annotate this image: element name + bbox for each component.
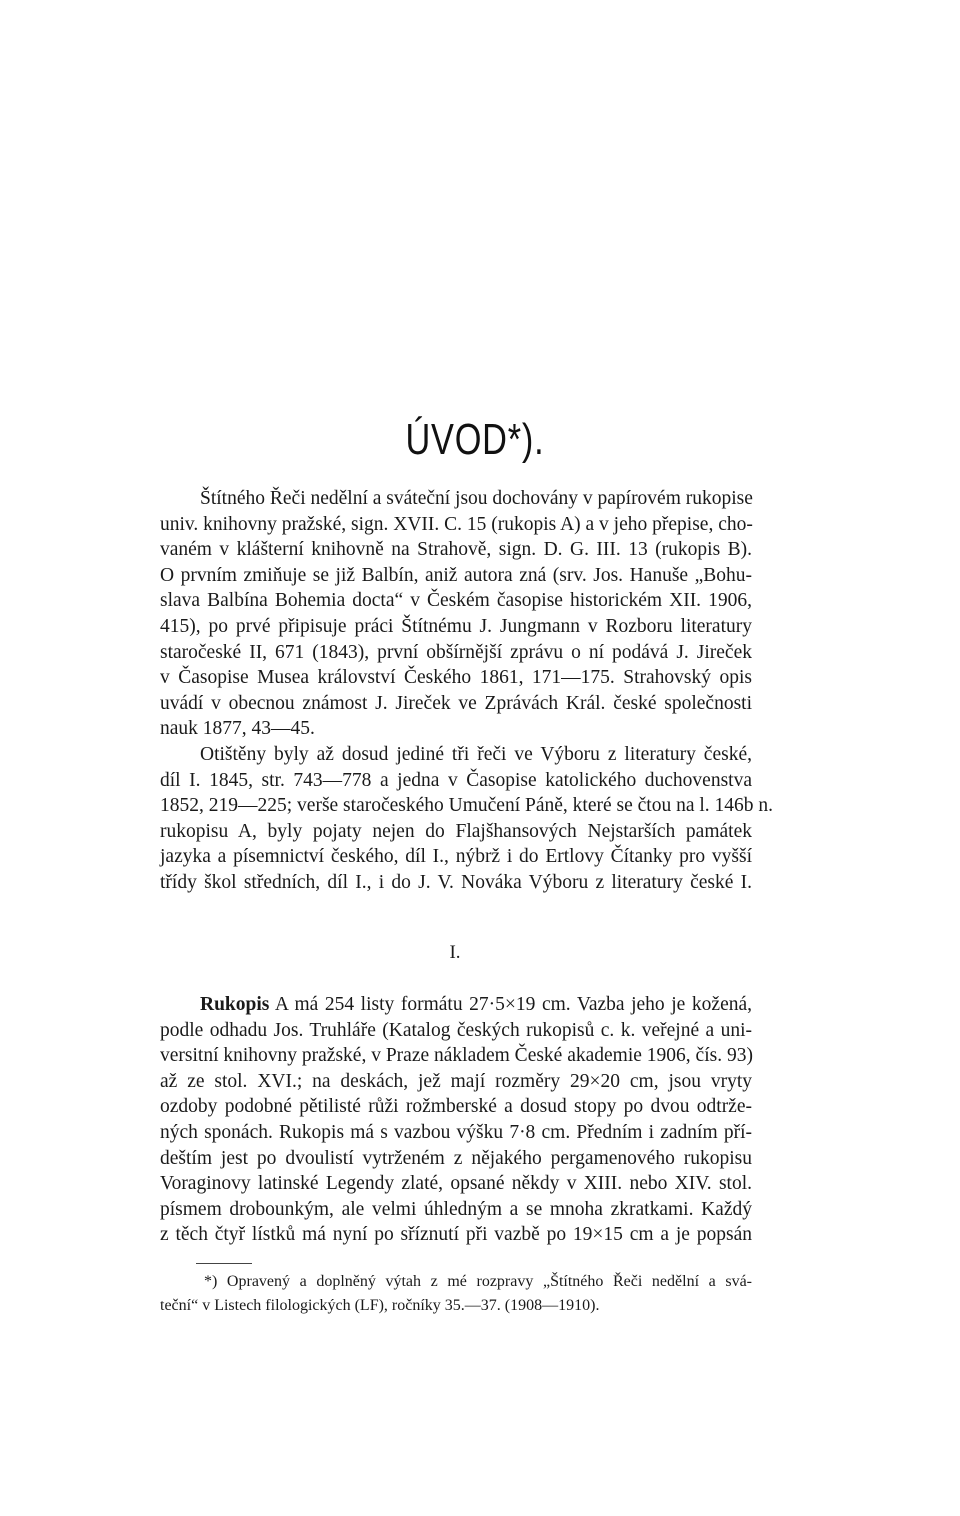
text-line: 1852, 219—225; verše staročeského Umučení Páně, které se čtou na l. 146b n. bbox=[160, 795, 774, 817]
text-line: deštím jest po dvoulistí vytrženém z nějakého pergamenového rukopisu bbox=[160, 1147, 752, 1169]
text-line: třídy škol středních, díl I., i do J. V. Nováka Výboru z literatury české I. bbox=[160, 871, 752, 893]
text-line: písmem drobounkým, ale velmi úhledným a se mnoha zkratkami. Každý bbox=[160, 1198, 752, 1220]
text-line: rukopisu A, byly pojaty nejen do Flajšhansových Nejstarších památek bbox=[160, 820, 752, 842]
text-line: versitní knihovny pražské, v Praze nákladem České akademie 1906, čís. 93) bbox=[160, 1045, 753, 1067]
text-line: uvádí v obecnou známost J. Jireček ve Zprávách Král. české společnosti bbox=[160, 692, 752, 714]
section-heading: I. bbox=[449, 942, 461, 963]
text-line: z těch čtyř lístků má nyní po sříznutí při vazbě po 19×15 cm a je popsán bbox=[160, 1224, 752, 1246]
text-line: slava Balbína Bohemia docta“ v Českém časopise historickém XII. 1906, bbox=[160, 590, 752, 612]
text-line: 415), po prvé připisuje práci Štítnému J. Jungmann v Rozboru literatury bbox=[160, 615, 752, 637]
footnote-line: teční“ v Listech filologických (LF), ročníky 35.—37. (1908—1910). bbox=[160, 1297, 600, 1314]
text-line: vaném v klášterní knihovně na Strahově, sign. D. G. III. 13 (rukopis B). bbox=[160, 539, 752, 561]
page-title: ÚVOD*). bbox=[405, 415, 545, 464]
text-line: díl I. 1845, str. 743—778 a jedna v Časopise katolického duchovenstva bbox=[160, 769, 752, 791]
section-text-block bbox=[160, 992, 752, 1248]
lead-word: Rukopis bbox=[200, 994, 270, 1015]
text-line: nauk 1877, 43—45. bbox=[160, 718, 315, 740]
text-line: ných sponách. Rukopis má s vazbou výšku 7·8 cm. Předním i zadním pří- bbox=[160, 1121, 752, 1143]
text-line-first bbox=[160, 992, 752, 1018]
text-line: O prvním zmiňuje se již Balbín, aniž autora zná (srv. Jos. Hanuše „Bohu- bbox=[160, 564, 752, 586]
text-line: Otištěny byly až dosud jediné tři řeči ve Výboru z literatury české, bbox=[200, 743, 752, 765]
text-line: Štítného Řeči nedělní a sváteční jsou dochovány v papírovém rukopise bbox=[200, 488, 753, 509]
footnote-line: *) Opravený a doplněný výtah z mé rozpravy „Štítného Řeči nedělní a svá- bbox=[204, 1273, 752, 1290]
text-line: univ. knihovny pražské, sign. XVII. C. 15 (rukopis A) a v jeho přepise, cho- bbox=[160, 513, 753, 535]
text-line: jazyka a písemnictví českého, díl I., nýbrž i do Ertlovy Čítanky pro vyšší bbox=[160, 846, 752, 868]
text-line: v Časopise Musea království Českého 1861, 171—175. Strahovský opis bbox=[160, 667, 752, 689]
text-line: podle odhadu Jos. Truhláře (Katalog českých rukopisů c. k. veřejné a uni- bbox=[160, 1019, 752, 1041]
text-line: staročeské II, 671 (1843), první obšírnější zprávu o ní podává J. Jireček bbox=[160, 641, 752, 663]
text-line: Voraginovy latinské Legendy zlaté, opsané někdy v XIII. nebo XIV. stol. bbox=[160, 1173, 752, 1195]
text-line: ozdoby podobné pětilisté růži rožmberské a dosud stopy po dvou odtrže- bbox=[160, 1096, 752, 1118]
lead-line-rest: A má 254 listy formátu 27·5×19 cm. Vazba jeho je kožená, bbox=[269, 994, 752, 1015]
footnote bbox=[160, 1270, 752, 1318]
text-line: až ze stol. XVI.; na deskách, jež mají rozměry 29×20 cm, jsou vryty bbox=[160, 1070, 752, 1092]
footnote-divider bbox=[196, 1263, 252, 1264]
intro-text-block bbox=[160, 486, 774, 896]
